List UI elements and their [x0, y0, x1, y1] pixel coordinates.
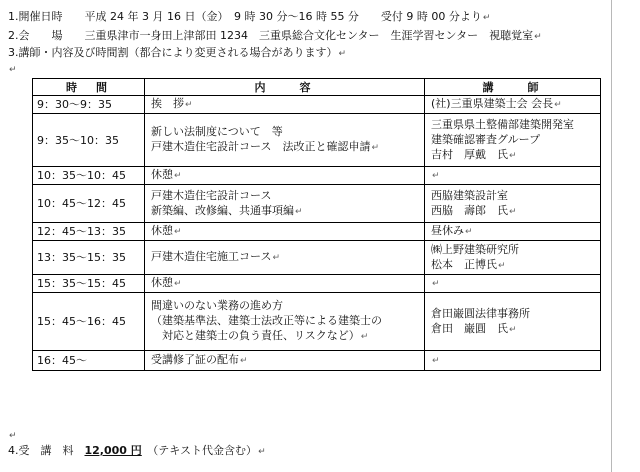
paragraph-mark: ↵ [482, 13, 491, 23]
paragraph-mark: ↵ [174, 279, 182, 289]
time-cell: 16：45～ [33, 351, 145, 371]
content-line: 対応と建築士の負う責任、リスクなど）↵ [151, 329, 369, 342]
paragraph-mark: ↵ [509, 206, 517, 217]
lecturer-line [431, 167, 594, 184]
lecturer-line: (社)三重県建築士会 会長↵ [431, 97, 562, 110]
lecturer-heading-line: 3.講師・内容及び時間割（都合により変更される場合があります）↵ [8, 46, 347, 59]
event-date-line: 1.開催日時 平成 24 年 3 月 16 日（金） 9 時 30 分～16 時 55 分 受付 9 時 00 分より↵ [8, 10, 491, 23]
paragraph-mark: ↵ [174, 171, 182, 181]
paragraph-mark: ↵ [509, 324, 517, 335]
table-row [33, 241, 601, 275]
content-line: 受講修了証の配布↵ [151, 353, 248, 366]
time-cell: 10：45～12：45 [33, 185, 145, 223]
paragraph-mark: ↵ [432, 279, 440, 289]
lecturer-cell [425, 185, 601, 223]
table-row [33, 185, 601, 223]
lecturer-line [431, 352, 594, 369]
content-cell [145, 351, 425, 371]
table-row [33, 167, 601, 185]
time-cell: 9：30～9：35 [33, 96, 145, 114]
lecturer-line: 倉田 巌圓 氏↵ [431, 321, 517, 335]
content-cell [145, 293, 425, 351]
lecturer-cell [425, 223, 601, 241]
header-lecturer: 講 師 [425, 79, 601, 96]
content-line: 新しい法制度について 等 [151, 125, 283, 138]
paragraph-mark: ↵ [554, 100, 562, 110]
lecturer-line [431, 275, 594, 292]
time-cell: 15：35～15：45 [33, 275, 145, 293]
content-line: 休憩↵ [151, 276, 182, 289]
content-line: 戸建木造住宅設計コース [151, 188, 272, 202]
lecturer-cell [425, 293, 601, 351]
content-line: 新築編、改修編、共通事項編↵ [151, 203, 303, 217]
lecturer-line: 建築確認審査グループ [431, 132, 541, 146]
lecturer-cell [425, 114, 601, 167]
lecturer-line: 三重県県土整備部建築開発室 [431, 117, 574, 131]
lecturer-line: 西脇 壽郎 氏↵ [431, 203, 517, 217]
venue-line: 2.会 場 三重県津市一身田上津部田 1234 三重県総合文化センター 生涯学習センター 視聴覚室↵ [8, 29, 542, 42]
content-line: 挨 拶↵ [151, 97, 193, 110]
paragraph-mark: ↵ [185, 100, 193, 110]
paragraph-mark: ↵ [272, 253, 280, 263]
content-cell [145, 275, 425, 293]
lecturer-line: 倉田巌圓法律事務所 [431, 306, 530, 320]
content-cell [145, 185, 425, 223]
table-row [33, 275, 601, 293]
paragraph-mark: ↵ [360, 332, 369, 342]
lecturer-cell [425, 96, 601, 114]
content-cell [145, 241, 425, 275]
margin-rule [611, 0, 612, 472]
paragraph-mark: ↵ [295, 206, 303, 217]
paragraph-mark: ↵ [465, 227, 473, 237]
schedule-table [32, 78, 601, 371]
blank-line [8, 62, 17, 77]
content-cell [145, 96, 425, 114]
content-line: 休憩↵ [151, 224, 182, 237]
paragraph-mark: ↵ [258, 447, 266, 457]
header-content: 内 容 [145, 79, 425, 96]
lecturer-line: 吉村 厚戴 氏↵ [431, 147, 517, 161]
lecturer-line: 昼休み↵ [431, 224, 473, 237]
content-line: 戸建木造住宅施工コース↵ [151, 250, 280, 263]
blank-line [8, 428, 17, 443]
fee-amount: 12,000 円 [84, 444, 142, 457]
time-cell: 15：45～16：45 [33, 293, 145, 351]
paragraph-mark: ↵ [9, 65, 17, 75]
content-cell [145, 114, 425, 167]
paragraph-mark: ↵ [432, 356, 440, 366]
lecturer-line: 松本 正博氏↵ [431, 257, 506, 271]
content-line: 間違いのない業務の進め方 [151, 299, 283, 312]
paragraph-mark: ↵ [9, 431, 17, 441]
time-cell: 12：45～13：35 [33, 223, 145, 241]
table-row [33, 96, 601, 114]
table-row [33, 114, 601, 167]
paragraph-mark: ↵ [174, 227, 182, 237]
time-cell: 13：35～15：35 [33, 241, 145, 275]
paragraph-mark: ↵ [432, 171, 440, 181]
paragraph-mark: ↵ [371, 143, 379, 153]
lecturer-line: ㈱上野建築研究所 [431, 242, 519, 256]
table-row [33, 223, 601, 241]
lecturer-cell [425, 351, 601, 371]
table-row [33, 293, 601, 351]
lecturer-cell [425, 275, 601, 293]
time-cell: 9：35～10：35 [33, 114, 145, 167]
table-row [33, 351, 601, 371]
header-time: 時 間 [33, 79, 145, 96]
paragraph-mark: ↵ [509, 150, 517, 161]
time-cell: 10：35～10：45 [33, 167, 145, 185]
paragraph-mark: ↵ [240, 356, 248, 366]
content-cell [145, 167, 425, 185]
paragraph-mark: ↵ [534, 32, 542, 42]
content-line: （建築基準法、建築士法改正等による建築士の [151, 314, 382, 327]
lecturer-line: 西脇建築設計室 [431, 188, 508, 202]
content-line: 戸建木造住宅設計コース 法改正と確認申請↵ [151, 140, 379, 153]
paragraph-mark: ↵ [338, 49, 347, 59]
lecturer-cell [425, 167, 601, 185]
table-header-row [33, 79, 601, 96]
paragraph-mark: ↵ [498, 260, 506, 271]
fee-line: 4.受 講 料 12,000 円 （テキスト代金含む）↵ [8, 444, 266, 457]
content-cell [145, 223, 425, 241]
content-line: 休憩↵ [151, 168, 182, 181]
lecturer-cell [425, 241, 601, 275]
